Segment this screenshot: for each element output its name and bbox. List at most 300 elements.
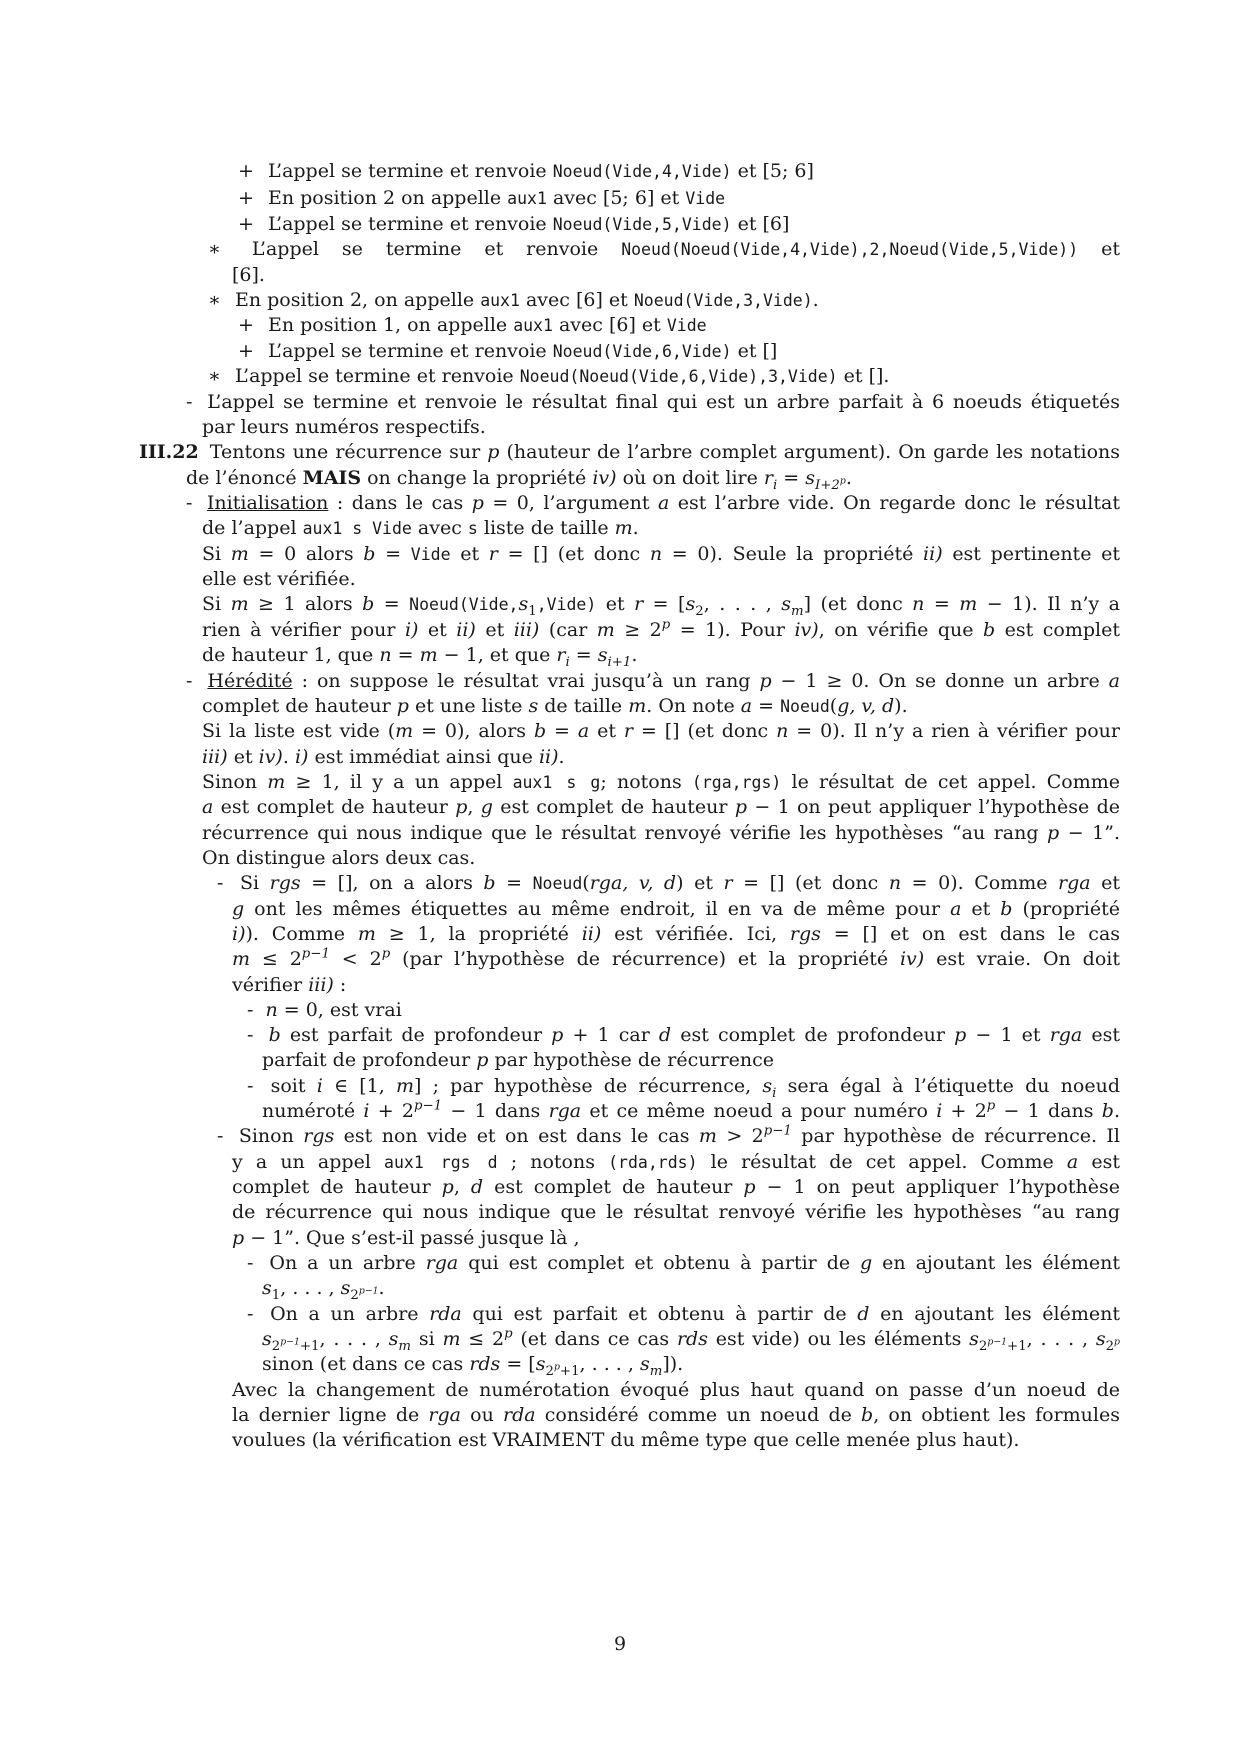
math: i: [936, 1100, 943, 1122]
text: , on obtient les formules: [873, 1404, 1120, 1426]
math: p: [476, 1049, 489, 1071]
text: − 1 dans: [442, 1100, 549, 1122]
text: est pertinente et: [942, 543, 1121, 565]
star-bullet: ∗: [208, 365, 221, 387]
case2-line: [217, 1122, 1120, 1150]
text: récurrence qui nous indique que le résultat renvoyé vérifie les hypothèses “au rang: [202, 822, 1048, 844]
init-line: [202, 590, 1120, 619]
section-intro: [186, 464, 852, 492]
math: p: [471, 492, 484, 514]
hered-line: [202, 717, 1120, 745]
text: = 0, l’argument: [483, 492, 658, 514]
text: ≥ 1, il y a un appel: [285, 771, 513, 793]
text: − 1 ≥ 0. On se donne un arbre: [771, 670, 1109, 692]
case2-subitem: [247, 1249, 1120, 1277]
case1-line: [217, 869, 1120, 898]
case2-subitem: [262, 1325, 1120, 1353]
text: − 1 on peut appliquer l’hypothèse: [755, 1176, 1120, 1198]
math: s: [1095, 1328, 1106, 1350]
text: le résultat de cet appel. Comme: [781, 771, 1121, 793]
text: = 0). Seule la propriété: [662, 543, 924, 565]
text: ou: [461, 1404, 504, 1426]
math: s: [969, 1328, 979, 1350]
text: , on vérifie que: [818, 619, 984, 641]
trace-line: [202, 413, 486, 441]
text: On distingue alors deux cas.: [202, 847, 476, 869]
math-sub: 2: [1105, 1338, 1115, 1354]
math: s: [762, 1075, 773, 1097]
math: a: [740, 695, 753, 717]
math: a: [1108, 670, 1120, 692]
text: (propriété: [1012, 898, 1120, 920]
text: (: [829, 695, 838, 717]
math: n: [265, 999, 278, 1021]
math: n: [912, 593, 925, 615]
text: avec [6] et: [519, 289, 634, 311]
text: On a un arbre: [270, 1303, 430, 1325]
text: =: [777, 467, 806, 489]
text: − 1 dans: [995, 1100, 1102, 1122]
text: et: [596, 593, 635, 615]
trace-line: [208, 235, 1120, 264]
text: et: [1090, 872, 1121, 894]
bold-text: MAIS: [302, 467, 362, 489]
text: y a un appel: [232, 1151, 385, 1173]
code: Noeud(Vide,4,Vide): [552, 162, 732, 181]
math: iv): [258, 746, 283, 768]
text: = 0). Comme: [901, 872, 1059, 894]
math: rgs: [789, 923, 821, 945]
text: rien à vérifier pour: [202, 619, 405, 641]
text: .: [845, 467, 852, 489]
text: et [].: [837, 365, 890, 387]
trace-line: [232, 261, 265, 289]
text: , . . . ,: [319, 1328, 389, 1350]
text: considéré comme un noeud de: [535, 1404, 862, 1426]
dash-bullet: -: [247, 1075, 254, 1097]
case2-line: [232, 1173, 1120, 1201]
text: et [5; 6]: [731, 160, 814, 182]
text: En position 1, on appelle: [267, 314, 514, 336]
text: + 2: [369, 1100, 414, 1122]
math: rga: [428, 1404, 461, 1426]
text: =: [546, 720, 578, 742]
case1-line: [232, 895, 1120, 923]
dash-bullet: -: [186, 670, 193, 692]
text: complet de hauteur: [232, 1176, 442, 1198]
text: la dernier ligne de: [232, 1404, 429, 1426]
text: − 1 et: [966, 1024, 1050, 1046]
math: rds: [676, 1328, 708, 1350]
case1-subitem: [262, 1046, 774, 1074]
text: Si: [202, 593, 231, 615]
math: rda: [503, 1404, 536, 1426]
text: est complet de hauteur: [483, 1176, 744, 1198]
text: et ce même noeud a pour numéro: [581, 1100, 937, 1122]
code: Noeud(Vide,: [409, 595, 519, 614]
dash-bullet: -: [247, 1252, 254, 1274]
math-sup: p: [986, 1098, 996, 1114]
text: soit: [270, 1075, 317, 1097]
math: ii): [456, 619, 476, 641]
text: ≤ 2: [250, 948, 302, 970]
math: rga: [548, 1100, 582, 1122]
math-sup: p: [381, 946, 391, 962]
text: ≥ 1, la propriété: [375, 923, 582, 945]
math-sup: p: [1114, 1336, 1120, 1348]
math: i: [363, 1100, 370, 1122]
math: m: [230, 543, 249, 565]
closing-line: [232, 1401, 1120, 1429]
text: =: [374, 593, 410, 615]
math: b: [1000, 898, 1013, 920]
text: et: [450, 543, 489, 565]
text: ≥ 1 alors: [248, 593, 363, 615]
math: iii): [202, 746, 228, 768]
math: m: [357, 923, 376, 945]
math-sup: p: [553, 1361, 560, 1373]
math: b: [1101, 1100, 1114, 1122]
text: + 2: [942, 1100, 987, 1122]
math: g, v, d: [837, 695, 895, 717]
math-sub: i: [565, 654, 570, 670]
math: p: [759, 670, 772, 692]
math: p: [487, 441, 500, 463]
math: m: [698, 1125, 717, 1147]
code: Vide: [410, 545, 451, 564]
init-line: [202, 565, 356, 593]
math-sub: 2: [545, 1363, 554, 1379]
case2-line: [232, 1224, 580, 1252]
case1-subitem: [247, 1021, 1120, 1049]
math: iv): [794, 619, 819, 641]
text: ).: [894, 695, 908, 717]
math-sup: p−1: [763, 1123, 792, 1139]
code: aux1 rgs d: [384, 1153, 498, 1172]
dash-bullet: -: [247, 999, 254, 1021]
math: s: [805, 467, 816, 489]
math: iv): [899, 948, 925, 970]
text: L’appel se termine et renvoie: [267, 340, 553, 362]
text: .: [1113, 1100, 1120, 1122]
dash-bullet: -: [247, 1024, 254, 1046]
math-sub: I+2: [815, 477, 840, 493]
math: n: [649, 543, 663, 565]
math: i): [294, 746, 309, 768]
text: ) et: [676, 872, 724, 894]
text: par leurs numéros respectifs.: [202, 416, 486, 438]
math: n: [379, 644, 392, 666]
case1-subitem: [247, 1072, 1120, 1100]
math-sub: +1: [1007, 1338, 1027, 1354]
text: est complet de profondeur: [671, 1024, 955, 1046]
text: < 2: [329, 948, 382, 970]
math: s: [388, 1328, 399, 1350]
text: = [] (et donc: [633, 720, 777, 742]
math: b: [533, 720, 547, 742]
math: b: [483, 872, 496, 894]
math: ii): [581, 923, 602, 945]
text: ∈ [1,: [322, 1075, 396, 1097]
math: p: [232, 1227, 245, 1249]
math: iii): [513, 619, 540, 641]
math-sub: m: [790, 603, 804, 619]
math: m: [596, 619, 615, 641]
math: b: [362, 593, 375, 615]
math: rga: [425, 1252, 459, 1274]
math: b: [268, 1024, 281, 1046]
text: de taille: [538, 695, 629, 717]
math: s: [340, 1277, 351, 1299]
case1-subitem: [262, 1097, 1120, 1125]
math: rgs: [269, 872, 301, 894]
text: .: [282, 746, 295, 768]
math: r: [623, 720, 634, 742]
math: iv): [592, 467, 617, 489]
text: est parfait de profondeur: [280, 1024, 552, 1046]
math-sub: +1: [299, 1338, 320, 1354]
text: .: [632, 517, 639, 539]
math: p: [1047, 822, 1060, 844]
text: = 0). Il n’y a rien à vérifier pour: [788, 720, 1120, 742]
underlined-heading: Initialisation: [206, 492, 329, 514]
text: − 1, et que: [437, 644, 557, 666]
text: en ajoutant les élément: [869, 1303, 1120, 1325]
text: ,: [467, 796, 481, 818]
math: rga: [1058, 872, 1091, 894]
text: on change la propriété: [361, 467, 593, 489]
text: avec [6] et: [552, 314, 667, 336]
trace-line: [238, 311, 707, 340]
text: = [: [500, 1353, 536, 1375]
text: parfait de profondeur: [262, 1049, 477, 1071]
math: r: [556, 644, 566, 666]
closing-line: [232, 1426, 1019, 1454]
math: p: [734, 796, 747, 818]
case1-line: [232, 945, 1120, 973]
math: s: [535, 1353, 546, 1375]
text: de l’énoncé: [186, 467, 303, 489]
code: Noeud(Noeud(Vide,4,Vide),2,Noeud(Vide,5,Vide)): [621, 240, 1079, 259]
text: vérifier: [232, 974, 309, 996]
text: voulues (la vérification est VRAIMENT du même type que celle menée plus haut).: [232, 1429, 1020, 1451]
text: ≤ 2: [460, 1328, 505, 1350]
case2-line: [232, 1198, 1120, 1226]
dash-bullet: -: [217, 872, 224, 894]
text: sinon (et dans ce cas: [262, 1353, 470, 1375]
math: p: [743, 1176, 756, 1198]
init-line: [202, 514, 639, 543]
init-line: [202, 616, 1120, 644]
dash-bullet: -: [247, 1303, 254, 1325]
section-label: III.22: [139, 441, 199, 463]
math: rga: [1049, 1024, 1083, 1046]
case2-subitem: [247, 1300, 1120, 1328]
math: n: [888, 872, 902, 894]
hered-line: [186, 667, 1120, 695]
text: est complet de hauteur: [213, 796, 456, 818]
text: = 0 alors: [248, 543, 364, 565]
text: En position 2, on appelle: [234, 289, 481, 311]
case2-subitem: [262, 1274, 385, 1302]
plus-bullet: +: [238, 187, 254, 209]
code: aux1 s Vide: [302, 519, 412, 538]
trace-line: [186, 388, 1120, 416]
math: m: [230, 593, 249, 615]
math-sub: +1: [559, 1363, 580, 1379]
text: − 1”. Que s’est-il passé jusque là ,: [244, 1227, 580, 1249]
text: , . . . ,: [280, 1277, 341, 1299]
math: m: [628, 695, 647, 717]
text: = [: [643, 593, 686, 615]
math: ii): [923, 543, 943, 565]
plus-bullet: +: [238, 213, 254, 235]
text: est vraie. On doit: [924, 948, 1120, 970]
hered-line: [202, 844, 475, 872]
text: − 1). Il n’y a: [977, 593, 1121, 615]
math: a: [1066, 1151, 1079, 1173]
math-sub: 1: [528, 603, 537, 619]
math: d: [857, 1303, 870, 1325]
math: p: [954, 1024, 967, 1046]
text: , . . . ,: [1026, 1328, 1096, 1350]
text: ] (et donc: [803, 593, 913, 615]
text: Si la liste est vide (: [202, 720, 396, 742]
code: s: [467, 519, 478, 538]
math: s: [685, 593, 696, 615]
math: rda: [429, 1303, 462, 1325]
math-sub: i+1: [607, 654, 632, 670]
math: d: [470, 1176, 484, 1198]
text: [6].: [232, 264, 265, 286]
text: ; notons: [497, 1151, 609, 1173]
text: est non vide et on est dans le cas: [334, 1125, 699, 1147]
text: En position 2 on appelle: [267, 187, 508, 209]
text: Sinon: [202, 771, 268, 793]
text: et: [227, 746, 259, 768]
plus-bullet: +: [238, 160, 254, 182]
text: est vérifiée. Ici,: [601, 923, 790, 945]
math: m: [419, 644, 438, 666]
math: g: [232, 898, 245, 920]
math: s: [262, 1277, 272, 1299]
code: aux1: [480, 291, 520, 310]
text: L’appel se termine et renvoie: [267, 213, 553, 235]
text: + 1 car: [563, 1024, 659, 1046]
text: ]).: [662, 1353, 684, 1375]
math-sup: p−1: [301, 946, 330, 962]
text: =: [495, 872, 533, 894]
text: et []: [731, 340, 778, 362]
star-bullet: ∗: [208, 238, 221, 260]
math-sub: m: [398, 1338, 412, 1354]
plus-bullet: +: [238, 340, 254, 362]
case2-subitem: [262, 1350, 683, 1378]
code: Noeud(Vide,6,Vide): [552, 342, 732, 361]
text: = [], on a alors: [300, 872, 484, 894]
text: =: [375, 543, 411, 565]
section-intro: [139, 438, 1120, 466]
text: L’appel se termine et renvoie le résultat final qui est un arbre parfait à 6 noeuds étiquetés: [207, 391, 1121, 413]
math: rds: [469, 1353, 501, 1375]
text: L’appel se termine et renvoie: [267, 160, 553, 182]
text: ont les mêmes étiquettes au même endroit, il en va de même pour: [244, 898, 951, 920]
text: (car: [539, 619, 597, 641]
text: en ajoutant les élément: [872, 1252, 1120, 1274]
math-sub: 2: [695, 603, 704, 619]
text: : dans le cas: [328, 492, 472, 514]
math: r: [634, 593, 644, 615]
text: avec: [411, 517, 468, 539]
math: i): [404, 619, 419, 641]
text: , . . . ,: [703, 593, 782, 615]
text: ,: [453, 1176, 471, 1198]
trace-line: [238, 157, 814, 186]
text: , . . . ,: [579, 1353, 640, 1375]
code: Vide: [666, 316, 707, 335]
init-line: [186, 489, 1120, 517]
text: L’appel se termine et renvoie: [251, 238, 622, 260]
text: et une liste: [408, 695, 529, 717]
text: par hypothèse de récurrence. Il: [791, 1125, 1120, 1147]
text: .: [378, 1277, 385, 1299]
text: numéroté: [262, 1100, 364, 1122]
math: s: [262, 1328, 272, 1350]
math: g: [860, 1252, 873, 1274]
dash-bullet: -: [217, 1125, 224, 1147]
text: − 1 on peut appliquer l’hypothèse de: [747, 796, 1120, 818]
text: est complet: [995, 619, 1120, 641]
text: : on suppose le résultat vrai jusqu’à un rang: [292, 670, 760, 692]
hered-line: [202, 793, 1120, 821]
math: a: [950, 898, 962, 920]
code: Noeud(Noeud(Vide,6,Vide),3,Vide): [519, 367, 838, 386]
math: a: [657, 492, 670, 514]
dash-bullet: -: [186, 391, 193, 413]
text: :: [333, 974, 347, 996]
text: =: [924, 593, 960, 615]
text: .: [558, 746, 565, 768]
text: si: [411, 1328, 443, 1350]
text: Avec la changement de numérotation évoqué plus haut quand on passe d’un noeud de: [232, 1379, 1120, 1401]
text: liste de taille: [477, 517, 615, 539]
math: d: [658, 1024, 672, 1046]
math-sup: p−1: [987, 1336, 1008, 1348]
math: s: [597, 644, 608, 666]
text: > 2: [716, 1125, 764, 1147]
text: = [] et on est dans le cas: [820, 923, 1121, 945]
math: r: [723, 872, 733, 894]
code: ,Vide): [536, 595, 597, 614]
code: (rda,rds): [608, 1153, 698, 1172]
math: g: [480, 796, 493, 818]
math: n: [776, 720, 789, 742]
text: est: [1078, 1151, 1121, 1173]
math: iii): [308, 974, 334, 996]
math: b: [983, 619, 996, 641]
math: a: [202, 796, 214, 818]
text: . On note: [646, 695, 741, 717]
code: Noeud(Vide,3,Vide): [633, 291, 813, 310]
text: est: [1082, 1024, 1121, 1046]
dash-bullet: -: [186, 492, 193, 514]
text: et: [418, 619, 457, 641]
code: Noeud(Vide,5,Vide): [552, 215, 732, 234]
math: s: [518, 593, 529, 615]
math: a: [577, 720, 590, 742]
code: aux1: [507, 189, 547, 208]
math: r: [763, 467, 773, 489]
